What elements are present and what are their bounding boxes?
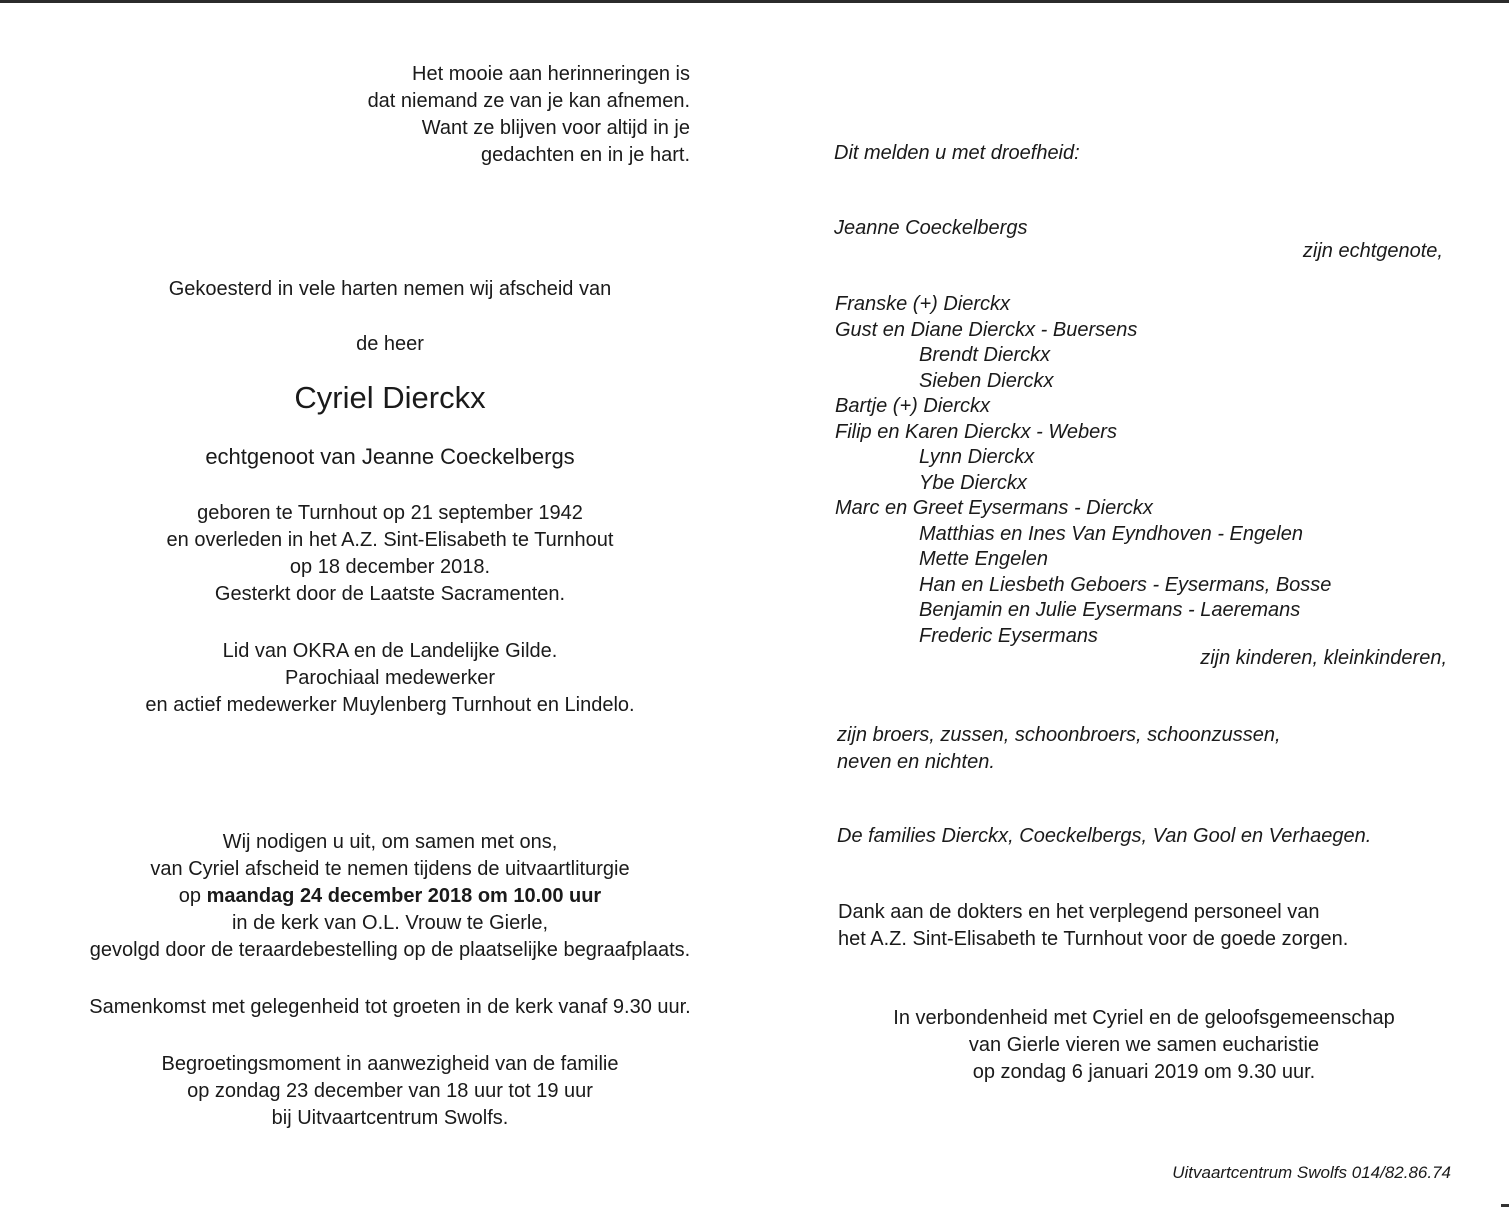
top-border-line [0, 0, 1509, 3]
family-member: Brendt Dierckx [919, 344, 1051, 366]
family-member: Matthias en Ines Van Eyndhoven - Engelen [919, 522, 1303, 545]
mass-line: van Gierle vieren we samen eucharistie [968, 1034, 1320, 1056]
family-member: Bartje (+) Dierckx [835, 395, 991, 417]
spouse-line: echtgenoot van Jeanne Coeckelbergs [205, 444, 575, 469]
invitation-date [0, 883, 780, 910]
life-line: Gesterkt door de Laatste Sacramenten. [214, 583, 566, 605]
family-member: Mette Engelen [919, 548, 1048, 570]
family-member: Frederic Eysermans [919, 624, 1098, 647]
gathering-text: Samenkomst met gelegenheid tot groeten in de kerk vanaf 9.30 uur. [89, 996, 691, 1018]
announce-text: Dit melden u met droefheid: [834, 142, 1080, 164]
siblings [837, 722, 1281, 776]
invitation-date-prefix: op [178, 885, 207, 907]
thanks-line: het A.Z. Sint-Elisabeth te Turnhout voor de goede zorgen. [838, 928, 1349, 950]
siblings-line: neven en nichten. [837, 751, 995, 773]
greeting-line: Begroetingsmoment in aanwezigheid van de familie [161, 1053, 619, 1075]
funeral-date: maandag 24 december 2018 om 10.00 uur [206, 885, 602, 907]
poem-line: gedachten en in je hart. [480, 144, 690, 166]
membership-line: en actief medewerker Muylenberg Turnhout en Lindelo. [145, 694, 635, 716]
greeting-line: op zondag 23 december van 18 uur tot 19 uur [187, 1080, 593, 1102]
poem [368, 61, 690, 169]
siblings-line: zijn broers, zussen, schoonbroers, schoonzussen, [837, 724, 1281, 746]
life-line: op 18 december 2018. [289, 556, 491, 578]
greeting-line: bij Uitvaartcentrum Swolfs. [271, 1107, 509, 1129]
family-member: Marc en Greet Eysermans - Dierckx [835, 497, 1153, 519]
families-text: De families Dierckx, Coeckelbergs, Van Gool en Verhaegen. [837, 825, 1372, 847]
invitation [0, 829, 780, 964]
family-member: Ybe Dierckx [919, 471, 1027, 494]
honorific: de heer [356, 333, 424, 355]
intro-text: Gekoesterd in vele harten nemen wij afscheid van [168, 278, 612, 300]
family-member: Franske (+) Dierckx [835, 293, 1011, 315]
mass-announcement [834, 1005, 1454, 1086]
footer-contact: Uitvaartcentrum Swolfs 014/82.86.74 [1172, 1163, 1451, 1182]
family-member: Lynn Dierckx [919, 446, 1035, 468]
life-line: en overleden in het A.Z. Sint-Elisabeth te Turnhout [166, 529, 614, 551]
invitation-line: van Cyriel afscheid te nemen tijdens de uitvaartliturgie [150, 858, 630, 880]
family-list [835, 292, 1331, 649]
thanks [838, 899, 1348, 953]
membership-line: Parochiaal medewerker [284, 667, 496, 689]
membership [0, 638, 780, 719]
family-member: Gust en Diane Dierckx - Buersens [835, 318, 1138, 341]
life-line: geboren te Turnhout op 21 september 1942 [197, 502, 583, 524]
poem-line: dat niemand ze van je kan afnemen. [367, 90, 690, 112]
family-member: Sieben Dierckx [919, 369, 1054, 392]
greeting [0, 1051, 780, 1132]
thanks-line: Dank aan de dokters en het verplegend personeel van [838, 901, 1320, 923]
spouse-name: Jeanne Coeckelbergs [834, 217, 1028, 239]
life-details [0, 500, 780, 608]
mass-line: In verbondenheid met Cyriel en de geloofsgemeenschap [893, 1007, 1395, 1029]
family-member: Han en Liesbeth Geboers - Eysermans, Bosse [919, 573, 1332, 596]
poem-line: Want ze blijven voor altijd in je [421, 117, 690, 139]
family-member: Filip en Karen Dierckx - Webers [835, 420, 1117, 443]
family-member: Benjamin en Julie Eysermans - Laeremans [919, 599, 1301, 621]
invitation-line: gevolgd door de teraardebestelling op de plaatselijke begraafplaats. [89, 939, 691, 961]
deceased-name: Cyriel Dierckx [294, 380, 486, 415]
edge-mark [1501, 1204, 1509, 1207]
invitation-line: Wij nodigen u uit, om samen met ons, [222, 831, 558, 853]
mass-line: op zondag 6 januari 2019 om 9.30 uur. [972, 1061, 1316, 1083]
spouse-role: zijn echtgenote, [1302, 240, 1443, 262]
poem-line: Het mooie aan herinneringen is [412, 63, 690, 85]
invitation-line: in de kerk van O.L. Vrouw te Gierle, [231, 912, 549, 934]
membership-line: Lid van OKRA en de Landelijke Gilde. [222, 640, 558, 662]
children-role: zijn kinderen, kleinkinderen, [1200, 647, 1447, 669]
